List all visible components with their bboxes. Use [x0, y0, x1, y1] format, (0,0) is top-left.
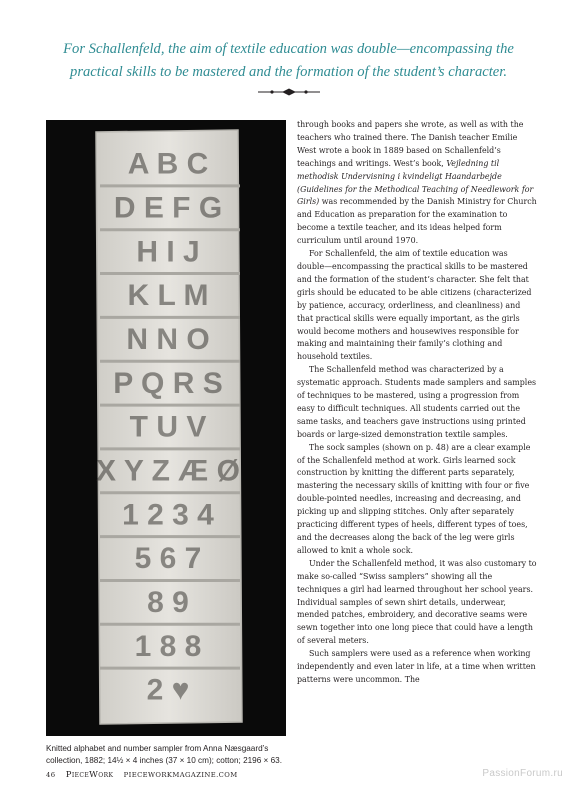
paragraph-5: Under the Schallenfeld method, it was also customary to make so-called “Swiss samplers” showing all the techniques a girl had learned throughout her school years. Individual samples of sewn shirt details, underwear, mended patches, embroidery, and decorative seams were sewn together into one long piece that could have a length of several meters.: [297, 558, 537, 646]
paragraph-6: Such samplers were used as a reference when working independently and even later in life, at a time when written patterns were uncommon. The: [297, 649, 536, 684]
sampler-row: 1 2 3 4: [122, 498, 214, 532]
magazine-name: PieceWork: [65, 770, 114, 780]
sampler-row: T U V: [129, 410, 207, 444]
pull-quote-line-2: practical skills to be mastered and the formation of the student’s character.: [70, 64, 507, 80]
paragraph-3: The Schallenfeld method was characterized by a systematic approach. Students made samplers and samples of techniques to be mastered, using a progression from easy to difficult techniques. All students carried out the same tasks, and teachers gave instructions using printed boards or large-sized demonstration textile samples.: [297, 365, 537, 439]
photo-caption: Knitted alphabet and number sampler from Anna Næsgaard’s collection, 1882; 14½ × 4 inches (37 × 10 cm); cotton; 2196 × 63.: [46, 744, 282, 765]
sampler-photo: [46, 120, 286, 736]
sampler-row: 5 6 7: [134, 542, 202, 576]
sampler-row: N N O: [126, 322, 210, 356]
page-number: 46: [46, 771, 56, 779]
sampler-row: P Q R S: [113, 366, 223, 400]
sampler-row: 8 9: [147, 586, 189, 620]
knitted-sampler-image: [46, 120, 286, 736]
sampler-row: H I J: [136, 235, 200, 269]
sampler-row: D E F G: [113, 191, 223, 225]
paragraph-1: through books and papers she wrote, as well as with the teachers who trained there. The Danish teacher Emilie West wrote a book in 1889 based on Schallenfeld’s teachings and writings. West’s book, Vejledning til methodisk Undervisning i kvindeligt Haandarbejde (Guidelines for the Methodical Teaching of Needlework for Girls) was recommended by the Danish Ministry for Church and Education as preparation for the examination to become a textile teacher, and its ideas helped form curriculum until around 1970.: [297, 120, 537, 246]
pull-quote: [18, 38, 559, 84]
divider-ornament: [258, 88, 320, 96]
sampler-row: A B C: [127, 147, 209, 181]
magazine-website: PIECEWORKMAGAZINE.COM: [123, 771, 238, 779]
sampler-row: 1 8 8: [134, 629, 202, 663]
sampler-row: 2 ♥: [146, 673, 190, 707]
book-title: Vejledning til methodisk Undervisning i kvindeligt Haandarbejde (Guidelines for the Methodical Teaching of Needlework for Girls): [297, 158, 534, 207]
paragraph-2: For Schallenfeld, the aim of textile education was double—encompassing the practical skills to be mastered and the formation of the student’s character. She felt that girls should be educated to be able citizens (characterized by patience, accuracy, orderliness, and cleanliness) and that practical skills were equally important, as the girls would become mothers and housewives responsible for making and maintaining their family’s clothing and household textiles.: [297, 249, 532, 362]
sampler-row: K L M: [127, 279, 209, 313]
pull-quote-line-1: For Schallenfeld, the aim of textile education was double—encompassing the: [63, 41, 514, 57]
paragraph-4: The sock samples (shown on p. 48) are a clear example of the Schallenfeld method at work. Girls learned sock construction by knitting the different parts separately, mastering the necessary skills of knitting with four or five double-pointed needles, increasing and decreasing, and picking up and slipping stitches. Only after separately practicing different types of heels, different types of toes, and the decreases along the back of the leg were girls allowed to knit a whole sock.: [297, 442, 531, 555]
sampler-row: X Y Z Æ Ø: [96, 454, 240, 488]
watermark: PassionForum.ru: [482, 768, 563, 779]
article-body: [297, 119, 537, 687]
page-footer: [46, 770, 238, 780]
